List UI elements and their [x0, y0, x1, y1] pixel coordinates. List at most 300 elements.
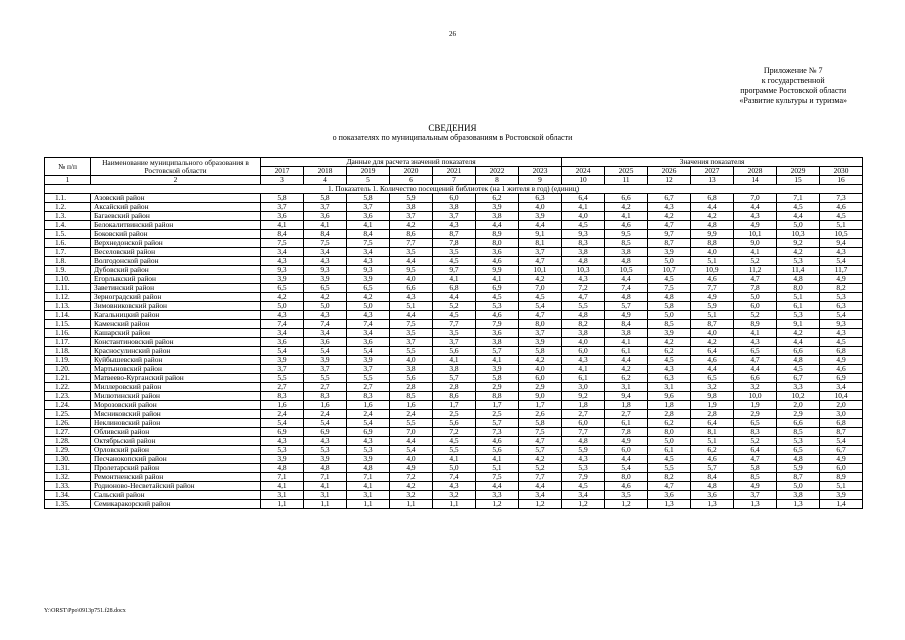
- value-cell: 4,6: [691, 356, 734, 365]
- value-cell: 4,3: [648, 203, 691, 212]
- value-cell: 2,6: [519, 410, 562, 419]
- value-cell: 9,3: [347, 266, 390, 275]
- value-cell: 4,2: [519, 455, 562, 464]
- value-cell: 5,0: [777, 221, 820, 230]
- value-cell: 3,8: [605, 248, 648, 257]
- value-cell: 8,2: [648, 473, 691, 482]
- value-cell: 9,2: [562, 392, 605, 401]
- value-cell: 6,4: [734, 446, 777, 455]
- column-number: 2: [91, 176, 261, 185]
- value-cell: 4,7: [734, 455, 777, 464]
- value-cell: 4,1: [476, 356, 519, 365]
- value-cell: 7,0: [734, 194, 777, 203]
- document-title-block: [0, 123, 905, 143]
- value-cell: 6,2: [648, 419, 691, 428]
- column-number: 8: [476, 176, 519, 185]
- value-cell: 1,3: [691, 500, 734, 509]
- value-cell: 10,5: [605, 266, 648, 275]
- value-cell: 4,5: [820, 338, 863, 347]
- value-cell: 6,1: [777, 302, 820, 311]
- value-cell: 10,3: [562, 266, 605, 275]
- value-cell: 5,0: [433, 464, 476, 473]
- value-cell: 3,4: [304, 329, 347, 338]
- value-cell: 3,4: [261, 329, 304, 338]
- table-row: [45, 212, 863, 221]
- value-cell: 4,3: [433, 221, 476, 230]
- value-cell: 4,3: [261, 311, 304, 320]
- value-cell: 7,5: [261, 239, 304, 248]
- table-row: [45, 338, 863, 347]
- value-cell: 4,9: [734, 221, 777, 230]
- section-row: [45, 185, 863, 194]
- value-cell: 3,9: [476, 203, 519, 212]
- value-cell: 4,6: [820, 365, 863, 374]
- row-number: 1.18.: [45, 347, 91, 356]
- value-cell: 3,7: [304, 365, 347, 374]
- value-cell: 7,9: [562, 473, 605, 482]
- value-cell: 7,7: [562, 428, 605, 437]
- table-row: [45, 320, 863, 329]
- value-cell: 2,8: [691, 410, 734, 419]
- value-cell: 4,7: [519, 311, 562, 320]
- value-cell: 8,7: [648, 239, 691, 248]
- row-number: 1.30.: [45, 455, 91, 464]
- value-cell: 4,0: [562, 338, 605, 347]
- value-cell: 3,5: [433, 329, 476, 338]
- value-cell: 6,9: [347, 428, 390, 437]
- table-row: [45, 500, 863, 509]
- value-cell: 6,3: [519, 194, 562, 203]
- value-cell: 7,1: [304, 473, 347, 482]
- value-cell: 8,4: [261, 230, 304, 239]
- value-cell: 3,9: [519, 338, 562, 347]
- value-cell: 2,4: [304, 410, 347, 419]
- value-cell: 6,8: [820, 419, 863, 428]
- value-cell: 6,6: [777, 347, 820, 356]
- value-cell: 3,7: [261, 365, 304, 374]
- value-cell: 1,6: [347, 401, 390, 410]
- value-cell: 4,4: [390, 437, 433, 446]
- value-cell: 5,2: [734, 437, 777, 446]
- value-cell: 3,9: [347, 455, 390, 464]
- value-cell: 6,0: [519, 374, 562, 383]
- municipality-name: Обливский район: [91, 428, 261, 437]
- table-row: [45, 455, 863, 464]
- value-cell: 5,9: [390, 194, 433, 203]
- value-cell: 5,0: [304, 302, 347, 311]
- value-cell: 10,4: [820, 392, 863, 401]
- column-number: 6: [390, 176, 433, 185]
- value-cell: 6,8: [433, 284, 476, 293]
- municipality-name: Октябрьский район: [91, 437, 261, 446]
- value-cell: 5,5: [390, 419, 433, 428]
- value-cell: 7,2: [390, 473, 433, 482]
- value-cell: 4,1: [476, 455, 519, 464]
- value-cell: 1,8: [605, 401, 648, 410]
- value-cell: 4,7: [734, 275, 777, 284]
- value-cell: 4,6: [820, 203, 863, 212]
- value-cell: 3,7: [519, 329, 562, 338]
- value-cell: 8,2: [820, 284, 863, 293]
- value-cell: 7,2: [562, 284, 605, 293]
- column-number: 10: [562, 176, 605, 185]
- value-cell: 9,0: [519, 392, 562, 401]
- value-cell: 4,3: [734, 338, 777, 347]
- value-cell: 1,9: [734, 401, 777, 410]
- value-cell: 4,9: [691, 293, 734, 302]
- value-cell: 5,9: [691, 302, 734, 311]
- value-cell: 3,6: [347, 212, 390, 221]
- value-cell: 4,3: [261, 437, 304, 446]
- year-header: 2029: [777, 167, 820, 176]
- value-cell: 3,6: [304, 338, 347, 347]
- value-cell: 1,1: [390, 500, 433, 509]
- column-number: 9: [519, 176, 562, 185]
- table-row: [45, 329, 863, 338]
- value-cell: 3,7: [390, 212, 433, 221]
- value-cell: 4,4: [519, 482, 562, 491]
- table-row: [45, 437, 863, 446]
- municipality-name: Пролетарский район: [91, 464, 261, 473]
- value-cell: 7,7: [691, 284, 734, 293]
- value-cell: 9,3: [304, 266, 347, 275]
- value-cell: 1,8: [562, 401, 605, 410]
- value-cell: 4,4: [605, 455, 648, 464]
- value-cell: 6,2: [476, 194, 519, 203]
- value-cell: 5,1: [691, 311, 734, 320]
- value-cell: 4,1: [433, 356, 476, 365]
- page-number: 26: [449, 30, 456, 38]
- row-number: 1.27.: [45, 428, 91, 437]
- value-cell: 2,0: [820, 401, 863, 410]
- value-cell: 9,7: [433, 266, 476, 275]
- value-cell: 8,9: [476, 230, 519, 239]
- value-cell: 7,9: [476, 320, 519, 329]
- value-cell: 4,6: [691, 455, 734, 464]
- value-cell: 4,6: [476, 311, 519, 320]
- row-number: 1.32.: [45, 473, 91, 482]
- year-header: 2028: [734, 167, 777, 176]
- value-cell: 4,4: [519, 221, 562, 230]
- value-cell: 3,0: [820, 410, 863, 419]
- value-cell: 4,4: [777, 212, 820, 221]
- table-row: [45, 293, 863, 302]
- year-header: 2018: [304, 167, 347, 176]
- value-cell: 6,1: [605, 347, 648, 356]
- value-cell: 2,9: [519, 383, 562, 392]
- value-cell: 5,1: [777, 293, 820, 302]
- municipality-name: Матвеево-Курганский район: [91, 374, 261, 383]
- column-number: 11: [605, 176, 648, 185]
- municipality-name: Аксайский район: [91, 203, 261, 212]
- value-cell: 10,3: [777, 230, 820, 239]
- municipality-name: Кагальницкий район: [91, 311, 261, 320]
- value-cell: 6,4: [691, 419, 734, 428]
- value-cell: 7,4: [304, 320, 347, 329]
- value-cell: 9,3: [562, 230, 605, 239]
- value-cell: 5,4: [390, 446, 433, 455]
- municipality-name: Мартыновский район: [91, 365, 261, 374]
- table-row: [45, 203, 863, 212]
- value-cell: 4,1: [304, 221, 347, 230]
- appendix-line: «Развитие культуры и туризма»: [739, 96, 847, 105]
- header-indicator-values: Значения показателя: [562, 158, 863, 167]
- value-cell: 4,4: [734, 203, 777, 212]
- value-cell: 7,8: [605, 428, 648, 437]
- column-number: 12: [648, 176, 691, 185]
- value-cell: 4,1: [476, 275, 519, 284]
- value-cell: 5,7: [691, 464, 734, 473]
- table-row: [45, 392, 863, 401]
- value-cell: 6,9: [304, 428, 347, 437]
- value-cell: 9,5: [390, 266, 433, 275]
- value-cell: 3,9: [519, 212, 562, 221]
- value-cell: 4,1: [347, 482, 390, 491]
- table-row: [45, 356, 863, 365]
- value-cell: 4,2: [390, 482, 433, 491]
- value-cell: 3,8: [433, 365, 476, 374]
- value-cell: 5,6: [476, 446, 519, 455]
- value-cell: 4,2: [648, 338, 691, 347]
- value-cell: 4,7: [519, 437, 562, 446]
- header-municipality: Наименование муниципального образования в Ростовской области: [91, 158, 261, 176]
- value-cell: 1,1: [433, 500, 476, 509]
- value-cell: 4,5: [433, 437, 476, 446]
- value-cell: 10,7: [648, 266, 691, 275]
- value-cell: 3,6: [304, 212, 347, 221]
- value-cell: 5,5: [390, 347, 433, 356]
- value-cell: 4,8: [777, 356, 820, 365]
- appendix-line: программе Ростовской области: [740, 86, 847, 95]
- value-cell: 3,6: [476, 248, 519, 257]
- value-cell: 5,1: [390, 302, 433, 311]
- value-cell: 4,8: [562, 437, 605, 446]
- value-cell: 8,0: [605, 473, 648, 482]
- value-cell: 3,4: [304, 248, 347, 257]
- value-cell: 6,5: [734, 419, 777, 428]
- value-cell: 2,4: [390, 410, 433, 419]
- value-cell: 7,5: [519, 428, 562, 437]
- value-cell: 4,2: [777, 248, 820, 257]
- value-cell: 3,5: [605, 491, 648, 500]
- value-cell: 2,8: [390, 383, 433, 392]
- value-cell: 4,4: [691, 203, 734, 212]
- value-cell: 5,8: [476, 374, 519, 383]
- value-cell: 8,1: [519, 239, 562, 248]
- row-number: 1.35.: [45, 500, 91, 509]
- value-cell: 4,3: [562, 356, 605, 365]
- table-row: [45, 194, 863, 203]
- row-number: 1.11.: [45, 284, 91, 293]
- row-number: 1.23.: [45, 392, 91, 401]
- value-cell: 3,7: [734, 491, 777, 500]
- value-cell: 4,0: [562, 212, 605, 221]
- value-cell: 8,3: [562, 239, 605, 248]
- municipality-name: Орловский район: [91, 446, 261, 455]
- table-row: [45, 491, 863, 500]
- value-cell: 2,5: [433, 410, 476, 419]
- value-cell: 4,0: [691, 329, 734, 338]
- municipality-name: Егорлыкский район: [91, 275, 261, 284]
- value-cell: 6,7: [777, 374, 820, 383]
- table-row: [45, 482, 863, 491]
- value-cell: 10,0: [734, 392, 777, 401]
- value-cell: 4,7: [648, 221, 691, 230]
- value-cell: 5,1: [691, 257, 734, 266]
- value-cell: 7,8: [433, 239, 476, 248]
- year-header: 2025: [605, 167, 648, 176]
- value-cell: 3,4: [562, 491, 605, 500]
- year-header: 2024: [562, 167, 605, 176]
- column-number: 4: [304, 176, 347, 185]
- value-cell: 1,2: [605, 500, 648, 509]
- value-cell: 3,6: [476, 329, 519, 338]
- row-number: 1.14.: [45, 311, 91, 320]
- value-cell: 5,1: [691, 437, 734, 446]
- value-cell: 4,8: [304, 464, 347, 473]
- value-cell: 1,7: [476, 401, 519, 410]
- value-cell: 4,4: [433, 293, 476, 302]
- value-cell: 7,5: [648, 284, 691, 293]
- value-cell: 10,1: [734, 230, 777, 239]
- value-cell: 4,0: [519, 203, 562, 212]
- value-cell: 10,2: [777, 392, 820, 401]
- value-cell: 9,4: [605, 392, 648, 401]
- value-cell: 3,8: [433, 203, 476, 212]
- value-cell: 4,8: [777, 455, 820, 464]
- value-cell: 6,1: [605, 419, 648, 428]
- value-cell: 3,1: [261, 491, 304, 500]
- value-cell: 4,6: [476, 437, 519, 446]
- value-cell: 4,4: [777, 338, 820, 347]
- value-cell: 3,9: [304, 455, 347, 464]
- value-cell: 5,3: [347, 446, 390, 455]
- value-cell: 4,4: [605, 356, 648, 365]
- value-cell: 3,6: [261, 338, 304, 347]
- value-cell: 4,4: [605, 275, 648, 284]
- value-cell: 5,0: [734, 293, 777, 302]
- value-cell: 2,9: [734, 410, 777, 419]
- value-cell: 3,2: [433, 491, 476, 500]
- value-cell: 3,3: [777, 383, 820, 392]
- row-number: 1.1.: [45, 194, 91, 203]
- value-cell: 7,5: [304, 239, 347, 248]
- year-header: 2030: [820, 167, 863, 176]
- value-cell: 5,5: [261, 374, 304, 383]
- row-number: 1.6.: [45, 239, 91, 248]
- value-cell: 7,5: [347, 239, 390, 248]
- row-number: 1.26.: [45, 419, 91, 428]
- value-cell: 4,5: [562, 482, 605, 491]
- value-cell: 4,7: [519, 257, 562, 266]
- value-cell: 8,7: [777, 473, 820, 482]
- municipality-name: Каменский район: [91, 320, 261, 329]
- value-cell: 4,5: [777, 203, 820, 212]
- value-cell: 7,3: [476, 428, 519, 437]
- municipality-name: Морозовский район: [91, 401, 261, 410]
- value-cell: 5,4: [261, 347, 304, 356]
- value-cell: 4,4: [476, 482, 519, 491]
- value-cell: 6,9: [261, 428, 304, 437]
- municipality-name: Ремонтненский район: [91, 473, 261, 482]
- row-number: 1.28.: [45, 437, 91, 446]
- value-cell: 4,2: [777, 329, 820, 338]
- value-cell: 1,8: [648, 401, 691, 410]
- value-cell: 4,3: [562, 275, 605, 284]
- row-number: 1.12.: [45, 293, 91, 302]
- value-cell: 5,0: [347, 302, 390, 311]
- value-cell: 5,5: [648, 464, 691, 473]
- value-cell: 3,2: [390, 491, 433, 500]
- value-cell: 3,7: [390, 338, 433, 347]
- value-cell: 7,4: [261, 320, 304, 329]
- value-cell: 8,0: [777, 284, 820, 293]
- value-cell: 9,9: [476, 266, 519, 275]
- value-cell: 8,6: [390, 230, 433, 239]
- value-cell: 4,9: [820, 356, 863, 365]
- value-cell: 1,7: [519, 401, 562, 410]
- value-cell: 4,1: [433, 275, 476, 284]
- value-cell: 4,7: [562, 293, 605, 302]
- appendix-note: [739, 66, 847, 106]
- value-cell: 4,2: [648, 212, 691, 221]
- value-cell: 4,1: [261, 221, 304, 230]
- value-cell: 3,9: [820, 491, 863, 500]
- value-cell: 7,4: [433, 473, 476, 482]
- row-number: 1.10.: [45, 275, 91, 284]
- value-cell: 4,3: [304, 437, 347, 446]
- value-cell: 7,3: [820, 194, 863, 203]
- table-row: [45, 302, 863, 311]
- value-cell: 4,1: [562, 203, 605, 212]
- table-row: [45, 257, 863, 266]
- value-cell: 6,5: [734, 347, 777, 356]
- value-cell: 3,4: [820, 383, 863, 392]
- value-cell: 3,9: [476, 365, 519, 374]
- value-cell: 5,0: [261, 302, 304, 311]
- row-number: 1.25.: [45, 410, 91, 419]
- municipality-name: Волгодонской район: [91, 257, 261, 266]
- footer-file-path: Y:\ORST\Ppo\0913p751.f28.docx: [44, 608, 126, 614]
- value-cell: 5,8: [648, 302, 691, 311]
- value-cell: 8,3: [347, 392, 390, 401]
- value-cell: 5,6: [433, 419, 476, 428]
- table-row: [45, 221, 863, 230]
- municipality-name: Неклиновский район: [91, 419, 261, 428]
- value-cell: 6,3: [648, 374, 691, 383]
- value-cell: 5,5: [304, 374, 347, 383]
- table-row: [45, 284, 863, 293]
- value-cell: 7,5: [476, 473, 519, 482]
- value-cell: 4,8: [648, 293, 691, 302]
- value-cell: 4,3: [820, 248, 863, 257]
- column-number: 5: [347, 176, 390, 185]
- value-cell: 3,8: [605, 329, 648, 338]
- value-cell: 8,9: [734, 320, 777, 329]
- row-number: 1.13.: [45, 302, 91, 311]
- value-cell: 6,0: [734, 302, 777, 311]
- value-cell: 3,8: [777, 491, 820, 500]
- value-cell: 1,1: [304, 500, 347, 509]
- value-cell: 5,7: [433, 374, 476, 383]
- value-cell: 5,8: [347, 194, 390, 203]
- value-cell: 8,5: [390, 392, 433, 401]
- value-cell: 3,9: [347, 356, 390, 365]
- value-cell: 4,5: [433, 311, 476, 320]
- value-cell: 4,5: [777, 365, 820, 374]
- value-cell: 5,8: [519, 419, 562, 428]
- value-cell: 3,7: [304, 203, 347, 212]
